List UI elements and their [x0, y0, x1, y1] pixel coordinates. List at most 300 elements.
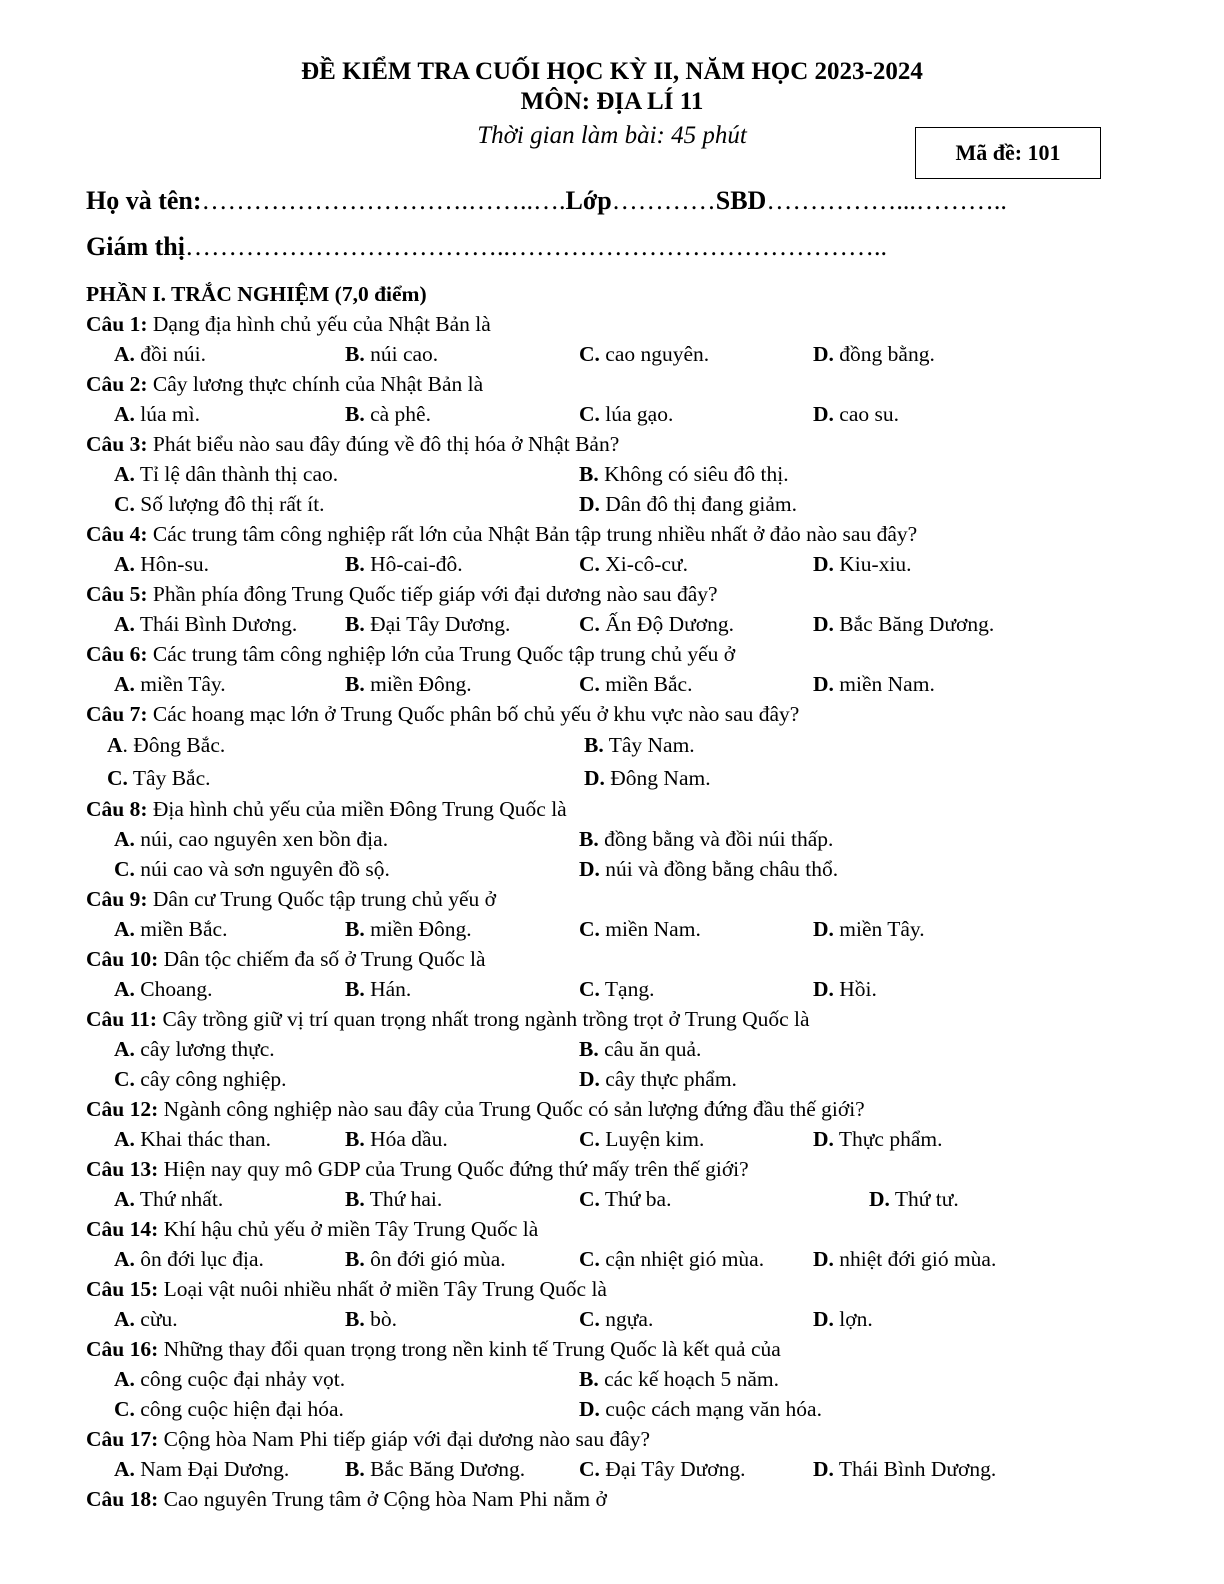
question — [86, 639, 1136, 699]
option-text: Nam Đại Dương. — [134, 1457, 290, 1481]
question-stem — [86, 1484, 1136, 1514]
option-letter: A. — [114, 462, 135, 486]
option-letter: B. — [345, 1457, 365, 1481]
option-letter: C. — [579, 1127, 600, 1151]
option-letter: C. — [579, 552, 600, 576]
answer-option[interactable] — [579, 459, 789, 489]
option-text: cuộc cách mạng văn hóa. — [599, 1397, 822, 1421]
option-text: các kế hoạch 5 năm. — [598, 1367, 779, 1391]
question-text: Dạng địa hình chủ yếu của Nhật Bản là — [147, 312, 491, 336]
option-text: Thứ tư. — [889, 1187, 959, 1211]
option-text: công cuộc hiện đại hóa. — [134, 1397, 344, 1421]
question-text: Cây lương thực chính của Nhật Bản là — [147, 372, 484, 396]
question-stem — [86, 429, 1136, 459]
option-text: núi và đồng bằng châu thổ. — [599, 857, 839, 881]
option-text: Luyện kim. — [599, 1127, 705, 1151]
option-text: Bắc Băng Dương. — [833, 612, 995, 636]
options-row — [86, 1124, 1136, 1154]
options-row — [86, 914, 1136, 944]
options-row — [86, 824, 1136, 854]
option-letter: D. — [813, 1457, 834, 1481]
question-stem — [86, 944, 1136, 974]
option-letter: D. — [869, 1187, 890, 1211]
question-number: Câu 7: — [86, 702, 148, 726]
option-text: miền Tây. — [134, 672, 226, 696]
option-letter: A. — [114, 1127, 135, 1151]
question-number: Câu 10: — [86, 947, 159, 971]
option-text: Tạng. — [599, 977, 655, 1001]
option-text: Xi-cô-cư. — [599, 552, 688, 576]
options-row — [86, 1364, 1136, 1394]
answer-option[interactable] — [579, 1124, 704, 1154]
answer-option[interactable] — [345, 914, 472, 944]
answer-option[interactable] — [813, 1454, 996, 1484]
option-letter: D. — [584, 765, 605, 790]
answer-option[interactable] — [579, 549, 688, 579]
answer-option[interactable] — [869, 1184, 959, 1214]
option-text: Đại Tây Dương. — [599, 1457, 746, 1481]
option-text: cây lương thực. — [134, 1037, 275, 1061]
answer-option[interactable] — [114, 459, 338, 489]
options-row — [86, 549, 1136, 579]
option-text: miền Đông. — [364, 672, 472, 696]
option-letter: A. — [114, 1307, 135, 1331]
option-text: Tây Bắc. — [127, 765, 211, 790]
option-letter: B. — [345, 552, 365, 576]
option-text: đồng bằng. — [833, 342, 935, 366]
question — [86, 944, 1136, 1004]
question-text: Các trung tâm công nghiệp lớn của Trung Quốc tập trung chủ yếu ở — [147, 642, 736, 666]
option-letter: C. — [114, 492, 135, 516]
option-text: Ấn Độ Dương. — [599, 612, 735, 636]
option-letter: D. — [813, 402, 834, 426]
option-text: cừu. — [134, 1307, 178, 1331]
option-letter: D. — [813, 977, 834, 1001]
option-letter: B. — [345, 672, 365, 696]
answer-option[interactable] — [114, 1124, 271, 1154]
question-number: Câu 2: — [86, 372, 148, 396]
question-stem — [86, 1154, 1136, 1184]
option-text: miền Nam. — [599, 917, 701, 941]
question-stem — [86, 309, 1136, 339]
option-letter: A. — [114, 552, 135, 576]
answer-option[interactable] — [114, 489, 325, 519]
answer-option[interactable] — [345, 339, 438, 369]
question-number: Câu 18: — [86, 1487, 159, 1511]
options-row — [86, 669, 1136, 699]
options-row — [86, 974, 1136, 1004]
options-row — [86, 339, 1136, 369]
option-text: Thái Bình Dương. — [833, 1457, 997, 1481]
question-text: Cao nguyên Trung tâm ở Cộng hòa Nam Phi nằm ở — [158, 1487, 607, 1511]
answer-option[interactable] — [114, 549, 209, 579]
answer-option[interactable] — [579, 1364, 779, 1394]
option-letter: D. — [813, 1247, 834, 1271]
options-row — [86, 729, 1136, 762]
option-letter: A. — [114, 1457, 135, 1481]
option-text: . Đông Bắc. — [122, 733, 226, 757]
option-letter: C. — [579, 917, 600, 941]
option-text: Kiu-xiu. — [833, 552, 912, 576]
options-row — [86, 762, 1136, 795]
option-text: cao nguyên. — [599, 342, 710, 366]
exam-subject: MÔN: ĐỊA LÍ 11 — [520, 88, 704, 115]
option-letter: C. — [579, 1307, 600, 1331]
answer-option[interactable] — [813, 609, 994, 639]
answer-option[interactable] — [579, 824, 833, 854]
question-stem — [86, 699, 1136, 729]
option-text: ngựa. — [599, 1307, 654, 1331]
question — [86, 1274, 1136, 1334]
option-text: Khai thác than. — [134, 1127, 272, 1151]
question-stem — [86, 794, 1136, 824]
option-letter: A. — [114, 917, 135, 941]
option-letter: A — [107, 733, 123, 757]
option-letter: B. — [345, 402, 365, 426]
option-letter: B. — [345, 1127, 365, 1151]
option-letter: A. — [114, 1367, 135, 1391]
answer-option[interactable] — [114, 339, 206, 369]
answer-option[interactable] — [813, 1304, 873, 1334]
option-letter: B. — [579, 1037, 599, 1061]
answer-option[interactable] — [345, 1304, 397, 1334]
question — [86, 429, 1136, 519]
option-text: Bắc Băng Dương. — [364, 1457, 526, 1481]
option-text: miền Tây. — [833, 917, 925, 941]
option-letter: A. — [114, 612, 135, 636]
options-row — [86, 1184, 1136, 1214]
answer-option[interactable] — [114, 974, 213, 1004]
question-text: Phần phía đông Trung Quốc tiếp giáp với đại dương nào sau đây? — [147, 582, 718, 606]
option-letter: D. — [813, 917, 834, 941]
answer-option[interactable] — [579, 1454, 746, 1484]
option-letter: C. — [107, 765, 128, 790]
question — [86, 1094, 1136, 1154]
option-text: miền Nam. — [833, 672, 935, 696]
question-text: Các hoang mạc lớn ở Trung Quốc phân bố chủ yếu ở khu vực nào sau đây? — [147, 702, 800, 726]
option-text: cao su. — [833, 402, 899, 426]
question — [86, 794, 1136, 884]
answer-option[interactable] — [579, 399, 673, 429]
option-letter: D. — [813, 1307, 834, 1331]
option-letter: D. — [813, 1127, 834, 1151]
option-letter: C. — [579, 977, 600, 1001]
answer-option[interactable] — [114, 1304, 178, 1334]
option-text: Thứ hai. — [364, 1187, 443, 1211]
answer-option[interactable] — [813, 399, 899, 429]
option-text: lúa mì. — [134, 402, 200, 426]
answer-option[interactable] — [813, 339, 935, 369]
student-info-line — [86, 186, 1007, 216]
option-text: Không có siêu đô thị. — [598, 462, 789, 486]
question — [86, 1004, 1136, 1094]
question-stem — [86, 1424, 1136, 1454]
question-list — [86, 309, 1136, 1514]
answer-option[interactable] — [114, 854, 390, 884]
answer-option[interactable] — [345, 1124, 448, 1154]
question-text: Địa hình chủ yếu của miền Đông Trung Quốc là — [147, 797, 567, 821]
answer-option[interactable] — [579, 669, 692, 699]
option-letter: B. — [345, 1187, 365, 1211]
question-stem — [86, 369, 1136, 399]
question-number: Câu 16: — [86, 1337, 159, 1361]
option-letter: B. — [345, 342, 365, 366]
option-letter: A. — [114, 1187, 135, 1211]
answer-option[interactable] — [584, 762, 711, 795]
answer-option[interactable] — [579, 1244, 764, 1274]
option-text: câu ăn quả. — [598, 1037, 702, 1061]
option-text: cây công nghiệp. — [134, 1067, 287, 1091]
question-text: Cộng hòa Nam Phi tiếp giáp với đại dương nào sau đây? — [158, 1427, 651, 1451]
question-text: Các trung tâm công nghiệp rất lớn của Nhật Bản tập trung nhiều nhất ở đảo nào sau đây? — [147, 522, 918, 546]
answer-option[interactable] — [345, 1184, 442, 1214]
option-text: đồi núi. — [134, 342, 206, 366]
answer-option[interactable] — [813, 549, 912, 579]
answer-option[interactable] — [584, 729, 695, 762]
answer-option[interactable] — [579, 854, 838, 884]
question-number: Câu 4: — [86, 522, 148, 546]
option-letter: B. — [579, 462, 599, 486]
answer-option[interactable] — [114, 1064, 287, 1094]
answer-option[interactable] — [345, 669, 472, 699]
sbd-blank[interactable]: ……………...……….. — [766, 186, 1007, 215]
option-letter: D. — [813, 552, 834, 576]
answer-option[interactable] — [114, 914, 227, 944]
question-stem — [86, 1214, 1136, 1244]
answer-option[interactable] — [114, 609, 297, 639]
question — [86, 1484, 1136, 1514]
options-row — [86, 1394, 1136, 1424]
answer-option[interactable] — [114, 399, 200, 429]
option-letter: B. — [584, 733, 604, 757]
answer-option[interactable] — [579, 1304, 653, 1334]
answer-option[interactable] — [579, 1064, 737, 1094]
question-stem — [86, 1094, 1136, 1124]
question-text: Hiện nay quy mô GDP của Trung Quốc đứng thứ mấy trên thế giới? — [158, 1157, 749, 1181]
answer-option[interactable] — [579, 914, 701, 944]
option-text: Choang. — [134, 977, 213, 1001]
option-text: Dân đô thị đang giảm. — [599, 492, 797, 516]
options-row — [86, 609, 1136, 639]
question-stem — [86, 884, 1136, 914]
option-text: miền Đông. — [364, 917, 472, 941]
option-text: nhiệt đới gió mùa. — [833, 1247, 997, 1271]
option-letter: D. — [813, 342, 834, 366]
option-text: Thứ ba. — [599, 1187, 672, 1211]
option-text: Đông Nam. — [604, 765, 711, 790]
option-text: núi cao. — [364, 342, 439, 366]
question-text: Loại vật nuôi nhiều nhất ở miền Tây Trung Quốc là — [158, 1277, 607, 1301]
option-text: lúa gạo. — [599, 402, 674, 426]
question-stem — [86, 1274, 1136, 1304]
option-letter: A. — [114, 1247, 135, 1271]
option-text: Số lượng đô thị rất ít. — [134, 492, 325, 516]
exam-code-box — [915, 127, 1101, 179]
options-row — [86, 1034, 1136, 1064]
answer-option[interactable] — [107, 729, 225, 762]
name-blank[interactable]: ………………………….……..…. — [201, 186, 566, 215]
option-letter: C. — [579, 402, 600, 426]
option-letter: C. — [114, 1397, 135, 1421]
answer-option[interactable] — [813, 1244, 996, 1274]
option-letter: C. — [579, 612, 600, 636]
option-text: bò. — [364, 1307, 397, 1331]
option-letter: A. — [114, 402, 135, 426]
options-row — [86, 854, 1136, 884]
proctor-line — [86, 232, 887, 262]
question-stem — [86, 639, 1136, 669]
exam-code: Mã đề: 101 — [955, 140, 1061, 165]
proctor-blank[interactable]: ………………………………..…………………………………….. — [184, 232, 887, 261]
option-letter: A. — [114, 1037, 135, 1061]
answer-option[interactable] — [579, 339, 709, 369]
question-number: Câu 1: — [86, 312, 148, 336]
question-text: Khí hậu chủ yếu ở miền Tây Trung Quốc là — [158, 1217, 539, 1241]
question-number: Câu 11: — [86, 1007, 158, 1031]
option-letter: B. — [579, 827, 599, 851]
option-text: cận nhiệt gió mùa. — [599, 1247, 765, 1271]
question-number: Câu 12: — [86, 1097, 159, 1121]
option-letter: D. — [579, 492, 600, 516]
question-text: Dân tộc chiếm đa số ở Trung Quốc là — [158, 947, 486, 971]
option-letter: B. — [579, 1367, 599, 1391]
options-row — [86, 1244, 1136, 1274]
question-stem — [86, 519, 1136, 549]
option-text: Hôn-su. — [134, 552, 209, 576]
question — [86, 699, 1136, 794]
proctor-label: Giám thị — [86, 232, 185, 261]
question — [86, 579, 1136, 639]
answer-option[interactable] — [813, 669, 935, 699]
option-text: ôn đới gió mùa. — [364, 1247, 506, 1271]
option-letter: B. — [345, 612, 365, 636]
option-letter: A. — [114, 827, 135, 851]
class-blank[interactable]: ………… — [611, 186, 716, 215]
option-text: Thứ nhất. — [134, 1187, 224, 1211]
question — [86, 1424, 1136, 1484]
answer-option[interactable] — [345, 399, 431, 429]
name-label: Họ và tên: — [86, 186, 202, 215]
answer-option[interactable] — [345, 1454, 525, 1484]
question-stem — [86, 1004, 1136, 1034]
answer-option[interactable] — [114, 1034, 275, 1064]
option-letter: C. — [579, 672, 600, 696]
answer-option[interactable] — [579, 489, 797, 519]
sbd-label: SBD — [715, 186, 767, 215]
question — [86, 309, 1136, 369]
answer-option[interactable] — [114, 1454, 289, 1484]
option-text: Thực phẩm. — [833, 1127, 943, 1151]
answer-option[interactable] — [345, 609, 510, 639]
option-text: Đại Tây Dương. — [364, 612, 511, 636]
question-number: Câu 13: — [86, 1157, 159, 1181]
answer-option[interactable] — [579, 1184, 671, 1214]
question — [86, 369, 1136, 429]
option-letter: D. — [579, 1067, 600, 1091]
option-letter: A. — [114, 342, 135, 366]
option-text: miền Bắc. — [134, 917, 228, 941]
question-number: Câu 8: — [86, 797, 148, 821]
option-letter: D. — [813, 612, 834, 636]
answer-option[interactable] — [579, 609, 734, 639]
question-text: Dân cư Trung Quốc tập trung chủ yếu ở — [147, 887, 496, 911]
option-letter: A. — [114, 672, 135, 696]
option-text: Hán. — [364, 977, 412, 1001]
option-text: đồng bằng và đồi núi thấp. — [598, 827, 834, 851]
options-row — [86, 459, 1136, 489]
answer-option[interactable] — [813, 914, 925, 944]
option-text: Hồi. — [833, 977, 877, 1001]
question-number: Câu 5: — [86, 582, 148, 606]
answer-option[interactable] — [345, 974, 411, 1004]
answer-option[interactable] — [114, 1394, 344, 1424]
class-label: Lớp — [565, 186, 612, 215]
option-letter: B. — [345, 1247, 365, 1271]
answer-option[interactable] — [345, 549, 463, 579]
option-letter: B. — [345, 917, 365, 941]
option-text: công cuộc đại nhảy vọt. — [134, 1367, 346, 1391]
option-letter: C. — [579, 342, 600, 366]
option-text: Hóa dầu. — [364, 1127, 448, 1151]
option-letter: D. — [579, 857, 600, 881]
question-number: Câu 17: — [86, 1427, 159, 1451]
section-heading: PHẦN I. TRẮC NGHIỆM (7,0 điểm) — [86, 282, 427, 306]
option-text: Tây Nam. — [603, 733, 695, 757]
question-number: Câu 3: — [86, 432, 148, 456]
option-letter: D. — [813, 672, 834, 696]
answer-option[interactable] — [114, 824, 388, 854]
option-letter: C. — [579, 1247, 600, 1271]
exam-title: ĐỀ KIỂM TRA CUỐI HỌC KỲ II, NĂM HỌC 2023-2024 — [301, 58, 923, 85]
option-text: lợn. — [833, 1307, 873, 1331]
question-stem — [86, 1334, 1136, 1364]
option-letter: A. — [114, 977, 135, 1001]
question — [86, 519, 1136, 579]
question-number: Câu 15: — [86, 1277, 159, 1301]
answer-option[interactable] — [579, 1394, 822, 1424]
answer-option[interactable] — [107, 762, 211, 795]
question-text: Phát biểu nào sau đây đúng về đô thị hóa ở Nhật Bản? — [147, 432, 620, 456]
option-letter: C. — [114, 857, 135, 881]
option-text: cây thực phẩm. — [599, 1067, 737, 1091]
question-number: Câu 9: — [86, 887, 148, 911]
answer-option[interactable] — [114, 669, 226, 699]
option-text: Thái Bình Dương. — [134, 612, 298, 636]
option-letter: B. — [345, 977, 365, 1001]
question-number: Câu 14: — [86, 1217, 159, 1241]
option-text: Tỉ lệ dân thành thị cao. — [134, 462, 339, 486]
options-row — [86, 1064, 1136, 1094]
answer-option[interactable] — [114, 1184, 223, 1214]
answer-option[interactable] — [813, 974, 877, 1004]
question — [86, 1214, 1136, 1274]
answer-option[interactable] — [345, 1244, 506, 1274]
answer-option[interactable] — [579, 974, 654, 1004]
option-letter: C. — [579, 1187, 600, 1211]
answer-option[interactable] — [579, 1034, 701, 1064]
option-text: cà phê. — [364, 402, 431, 426]
answer-option[interactable] — [813, 1124, 943, 1154]
answer-option[interactable] — [114, 1244, 264, 1274]
option-letter: C. — [579, 1457, 600, 1481]
answer-option[interactable] — [114, 1364, 345, 1394]
question — [86, 1154, 1136, 1214]
option-text: Hô-cai-đô. — [364, 552, 463, 576]
options-row — [86, 399, 1136, 429]
option-text: núi cao và sơn nguyên đồ sộ. — [134, 857, 390, 881]
exam-time: Thời gian làm bài: 45 phút — [477, 122, 747, 149]
option-letter: C. — [114, 1067, 135, 1091]
